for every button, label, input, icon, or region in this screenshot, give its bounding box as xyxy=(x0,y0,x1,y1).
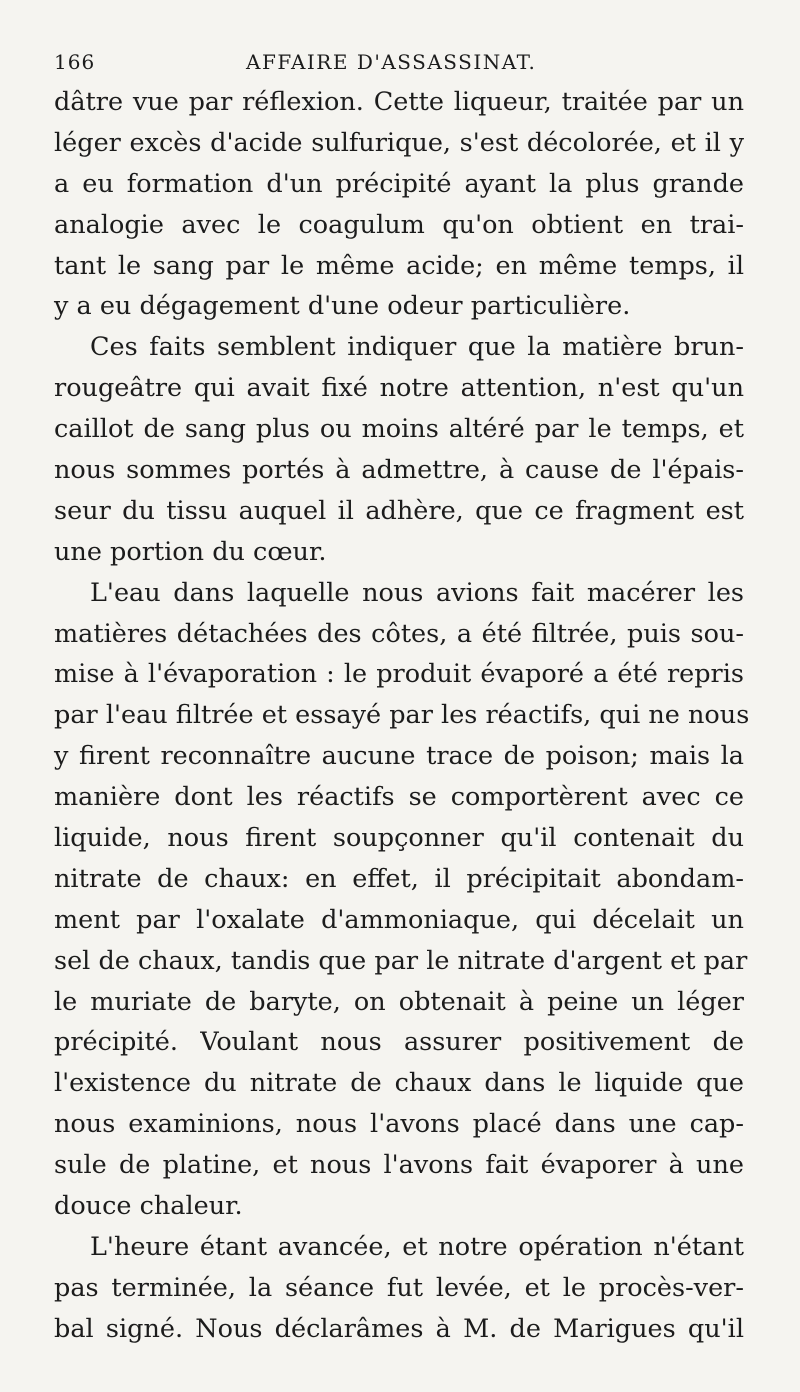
text-line: caillot de sang plus ou moins altéré par le temps, et xyxy=(54,414,744,445)
text-line: y a eu dégagement d'une odeur particulière. xyxy=(54,291,631,322)
text-line: nous sommes portés à admettre, à cause de l'épais- xyxy=(54,455,744,486)
paragraph xyxy=(54,1227,744,1350)
text-line: précipité. Voulant nous assurer positivement de xyxy=(54,1027,744,1058)
paragraph xyxy=(54,327,744,572)
text-line: rougeâtre qui avait fixé notre attention, n'est qu'un xyxy=(54,373,744,404)
text-line: analogie avec le coagulum qu'on obtient en trai- xyxy=(54,209,744,240)
text-line: nous examinions, nous l'avons placé dans une cap- xyxy=(54,1109,744,1140)
text-line: bal signé. Nous déclarâmes à M. de Marigues qu'il xyxy=(54,1313,744,1344)
text-line: sel de chaux, tandis que par le nitrate d'argent et par xyxy=(54,945,748,976)
text-line: dâtre vue par réflexion. Cette liqueur, traitée par un xyxy=(54,87,744,117)
text-line: Ces faits semblent indiquer que la matière brun- xyxy=(90,332,744,363)
running-title: AFFAIRE D'ASSASSINAT. xyxy=(246,50,537,74)
text-line: léger excès d'acide sulfurique, s'est décolorée, et il y xyxy=(54,127,744,158)
text-line: mise à l'évaporation : le produit évaporé a été repris xyxy=(54,659,744,690)
text-line: nitrate de chaux: en effet, il précipitait abondam- xyxy=(54,863,744,894)
text-line: matières détachées des côtes, a été filtrée, puis sou- xyxy=(54,618,744,649)
text-line: seur du tissu auquel il adhère, que ce fragment est xyxy=(54,495,744,526)
text-line: liquide, nous firent soupçonner qu'il contenait du xyxy=(54,823,744,854)
page-header xyxy=(54,50,754,82)
text-line: pas terminée, la séance fut levée, et le procès-ver- xyxy=(54,1272,744,1303)
text-line: sule de platine, et nous l'avons fait évaporer à une xyxy=(54,1150,744,1181)
text-line: ment par l'oxalate d'ammoniaque, qui décelait un xyxy=(54,904,744,935)
text-line: y firent reconnaître aucune trace de poison; mais la xyxy=(54,741,744,772)
paragraph xyxy=(54,82,744,327)
text-line: L'eau dans laquelle nous avions fait macérer les xyxy=(90,577,744,608)
page-number: 166 xyxy=(54,50,96,74)
text-line: manière dont les réactifs se comportèrent avec ce xyxy=(54,782,744,813)
text-line: tant le sang par le même acide; en même temps, il xyxy=(54,250,744,281)
text-line: une portion du cœur. xyxy=(54,536,327,567)
text-line: l'existence du nitrate de chaux dans le liquide que xyxy=(54,1068,744,1099)
body-text xyxy=(54,82,750,1350)
text-line: le muriate de baryte, on obtenait à peine un léger xyxy=(54,986,744,1017)
text-line: par l'eau filtrée et essayé par les réactifs, qui ne nous xyxy=(54,700,750,731)
paragraph xyxy=(54,573,750,1227)
text-line: douce chaleur. xyxy=(54,1191,243,1222)
text-line: L'heure étant avancée, et notre opération n'étant xyxy=(90,1231,744,1262)
text-line: a eu formation d'un précipité ayant la plus grande xyxy=(54,168,744,199)
